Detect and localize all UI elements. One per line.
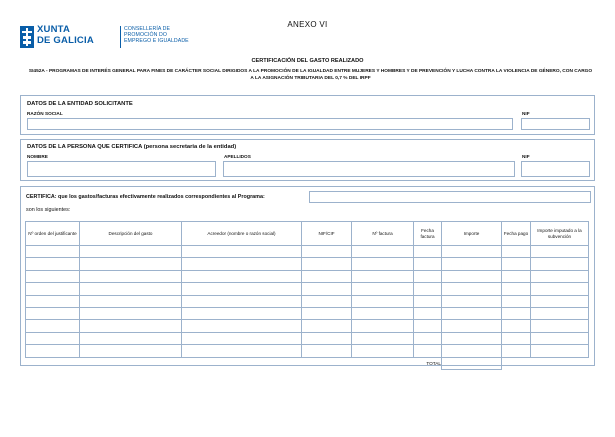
table-cell[interactable] <box>352 270 414 282</box>
department-name: CONSELLERÍA DE PROMOCIÓN DO EMPREGO E IGUALDADE <box>124 26 189 45</box>
table-cell[interactable] <box>80 283 182 295</box>
column-header: Acreedor (nombre o razón social) <box>182 222 302 246</box>
surname-label: APELLIDOS <box>224 154 251 159</box>
table-cell[interactable] <box>302 307 352 319</box>
table-row <box>26 283 589 295</box>
table-cell[interactable] <box>26 258 80 270</box>
table-cell[interactable] <box>80 270 182 282</box>
table-cell[interactable] <box>26 332 80 344</box>
table-cell[interactable] <box>414 295 442 307</box>
table-cell[interactable] <box>531 270 589 282</box>
table-cell[interactable] <box>414 258 442 270</box>
company-name-label: RAZÓN SOCIAL <box>27 111 63 116</box>
table-cell[interactable] <box>442 307 502 319</box>
table-cell[interactable] <box>182 345 302 357</box>
column-header: Fecha factura <box>414 222 442 246</box>
xunta-emblem-icon <box>20 26 34 48</box>
table-cell[interactable] <box>531 307 589 319</box>
program-field[interactable] <box>309 191 591 203</box>
table-cell[interactable] <box>26 345 80 357</box>
entity-nif-label: NIF <box>522 111 530 116</box>
company-name-field[interactable] <box>27 118 513 130</box>
column-header: NIF/CIF <box>302 222 352 246</box>
table-cell[interactable] <box>302 270 352 282</box>
table-cell[interactable] <box>414 332 442 344</box>
table-cell[interactable] <box>414 320 442 332</box>
table-cell[interactable] <box>302 320 352 332</box>
table-cell[interactable] <box>26 270 80 282</box>
table-cell[interactable] <box>531 246 589 258</box>
table-cell[interactable] <box>182 307 302 319</box>
table-cell[interactable] <box>442 283 502 295</box>
table-cell[interactable] <box>302 345 352 357</box>
column-header: Descripción del gasto <box>80 222 182 246</box>
table-cell[interactable] <box>414 270 442 282</box>
column-header: Nº factura <box>352 222 414 246</box>
entity-section-title: DATOS DE LA ENTIDAD SOLICITANTE <box>27 101 133 107</box>
table-cell[interactable] <box>80 307 182 319</box>
first-name-label: NOMBRE <box>27 154 48 159</box>
table-cell[interactable] <box>352 345 414 357</box>
table-cell[interactable] <box>502 270 531 282</box>
table-row <box>26 270 589 282</box>
table-cell[interactable] <box>414 307 442 319</box>
table-header-row <box>26 222 589 246</box>
table-cell[interactable] <box>302 246 352 258</box>
table-cell[interactable] <box>182 258 302 270</box>
table-cell[interactable] <box>182 270 302 282</box>
certify-text: CERTIFICA: que los gastos/facturas efectivamente realizados correspondientes al Programa: <box>26 194 265 200</box>
table-cell[interactable] <box>531 283 589 295</box>
table-cell[interactable] <box>502 332 531 344</box>
table-cell[interactable] <box>531 332 589 344</box>
column-header: Importe <box>442 222 502 246</box>
table-cell[interactable] <box>352 295 414 307</box>
table-cell[interactable] <box>414 283 442 295</box>
table-cell[interactable] <box>442 258 502 270</box>
table-row <box>26 258 589 270</box>
table-cell[interactable] <box>502 320 531 332</box>
table-row <box>26 332 589 344</box>
table-cell[interactable] <box>302 258 352 270</box>
table-cell[interactable] <box>182 295 302 307</box>
table-cell[interactable] <box>80 246 182 258</box>
table-cell[interactable] <box>502 258 531 270</box>
logo-text: XUNTA DE GALICIA <box>37 24 94 46</box>
table-cell[interactable] <box>80 332 182 344</box>
table-cell[interactable] <box>302 332 352 344</box>
table-cell[interactable] <box>414 345 442 357</box>
document-subtitle: SI452A - PROGRAMAS DE INTERÉS GENERAL PARA FINES DE CARÁCTER SOCIAL DIRIGIDOS A LA PROMOCIÓN DE LA IGUALDAD ENTRE MUJERES Y HOMBRES Y DE PREVENCIÓN Y LUCHA CONTRA LA VIOLENCIA DE GÉNERO, CON CARGO A LA ASIGNACIÓN TRIBUTARIA DEL 0,7 % DEL IRPF <box>28 69 593 81</box>
table-cell[interactable] <box>352 332 414 344</box>
table-row <box>26 307 589 319</box>
logo-divider <box>120 26 121 48</box>
table-cell[interactable] <box>302 283 352 295</box>
table-row <box>26 345 589 357</box>
first-name-field[interactable] <box>27 161 216 177</box>
table-cell[interactable] <box>182 332 302 344</box>
table-cell[interactable] <box>442 295 502 307</box>
total-amount-cell[interactable] <box>442 357 502 369</box>
table-cell[interactable] <box>26 283 80 295</box>
table-cell[interactable] <box>26 320 80 332</box>
table-cell[interactable] <box>502 345 531 357</box>
table-cell[interactable] <box>502 307 531 319</box>
table-cell[interactable] <box>80 295 182 307</box>
table-cell[interactable] <box>182 246 302 258</box>
document-title: CERTIFICACIÓN DEL GASTO REALIZADO <box>251 58 364 64</box>
column-header: Importe imputado a la subvención <box>531 222 589 246</box>
table-cell[interactable] <box>26 307 80 319</box>
table-cell[interactable] <box>352 320 414 332</box>
annex-label: ANEXO VI <box>287 20 328 29</box>
certifier-section-title: DATOS DE LA PERSONA QUE CERTIFICA (persona secretaria de la entidad) <box>27 144 237 150</box>
certify-followup: son los siguientes: <box>26 207 71 213</box>
table-cell[interactable] <box>80 258 182 270</box>
table-cell[interactable] <box>502 283 531 295</box>
total-label: TOTAL <box>426 360 441 366</box>
table-cell[interactable] <box>352 283 414 295</box>
table-cell[interactable] <box>414 246 442 258</box>
certifier-nif-label: NIF <box>522 154 530 159</box>
table-row <box>26 295 589 307</box>
table-cell[interactable] <box>531 320 589 332</box>
total-row <box>26 357 589 369</box>
surname-field[interactable] <box>223 161 515 177</box>
table-cell[interactable] <box>302 295 352 307</box>
total-spacer <box>502 357 589 369</box>
table-cell[interactable] <box>182 320 302 332</box>
entity-section <box>20 95 595 135</box>
table-cell[interactable] <box>26 295 80 307</box>
column-header: Nº orden del justificante <box>26 222 80 246</box>
table-cell[interactable] <box>502 246 531 258</box>
table-cell[interactable] <box>531 295 589 307</box>
table-cell[interactable] <box>502 295 531 307</box>
table-cell[interactable] <box>182 283 302 295</box>
table-cell[interactable] <box>531 258 589 270</box>
table-cell[interactable] <box>442 332 502 344</box>
column-header: Fecha pago <box>502 222 531 246</box>
table-cell[interactable] <box>352 246 414 258</box>
expense-table <box>25 221 589 370</box>
certifier-nif-field[interactable] <box>521 161 590 177</box>
table-cell[interactable] <box>442 320 502 332</box>
table-cell[interactable] <box>352 258 414 270</box>
table-cell[interactable] <box>352 307 414 319</box>
entity-nif-field[interactable] <box>521 118 590 130</box>
table-cell[interactable] <box>531 345 589 357</box>
table-row <box>26 246 589 258</box>
table-cell[interactable] <box>442 345 502 357</box>
table-cell[interactable] <box>80 320 182 332</box>
certifier-section <box>20 139 595 181</box>
table-row <box>26 320 589 332</box>
table-cell[interactable] <box>80 345 182 357</box>
table-cell[interactable] <box>442 270 502 282</box>
table-cell[interactable] <box>26 246 80 258</box>
table-cell[interactable] <box>442 246 502 258</box>
